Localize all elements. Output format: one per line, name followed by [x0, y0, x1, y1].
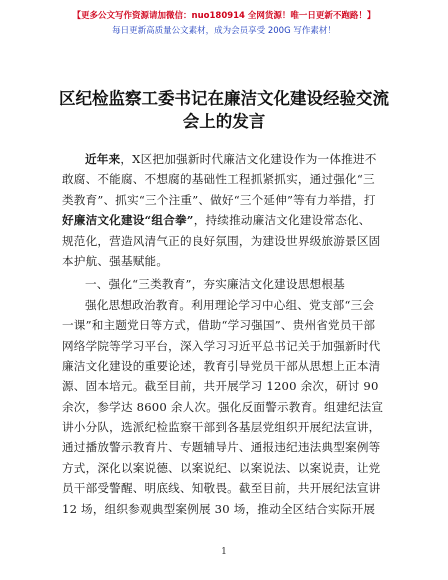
- document-title-line-2: 会上的发言: [182, 112, 266, 131]
- promo-banner-line-1: 【更多公文写作资源请加微信：nuo180914 全网货源！唯一日更新不跑路！】: [72, 11, 376, 21]
- section-1-line: 12 场，组织参观典型案例展 30 场，推动全区结合实际开展: [62, 501, 376, 516]
- section-1-line: 方式，深化以案说德、以案说纪、以案说法、以案说责，让党: [62, 460, 381, 475]
- document-body: [62, 149, 386, 519]
- intro-line: 敢腐、不能腐、不想腐的基础性工程抓紧抓实，通过强化“三: [62, 172, 375, 187]
- section-1-line: 一课”和主题党日等方式，借助“学习强国”、贵州省党员干部: [62, 318, 376, 333]
- intro-lead: 近年来: [85, 152, 121, 166]
- intro-line-4-text: ，持续推动廉洁文化建设常态化、: [193, 213, 371, 228]
- section-1-line: 网络学院等学习平台，深入学习习近平总书记关于加强新时代: [62, 338, 381, 353]
- intro-bold-phrase: 好廉洁文化建设“组合拳”: [62, 213, 194, 228]
- intro-line: 规范化，营造风清气正的良好氛围，为建设世界级旅游景区固: [62, 233, 381, 248]
- intro-line: 类教育”、抓实“三个注重”、做好“三个延伸”等有力举措，打: [62, 192, 376, 207]
- intro-line: [62, 149, 386, 169]
- intro-line: 本护航、强基赋能。: [62, 253, 169, 268]
- section-1-line: 强化思想政治教育。利用理论学习中心组、党支部“三会: [85, 297, 375, 312]
- section-1-line: 通过播放警示教育片、专题辅导片、通报违纪违法典型案例等: [62, 440, 381, 455]
- section-1-line: 讲小分队，选派纪检监察干部到各基层党组织开展纪法宣讲，: [62, 420, 381, 435]
- promo-banner-line-2: 每日更新高质量公文素材，成为会员享受 200G 写作素材！: [112, 26, 336, 36]
- section-1-line: 员干部受警醒、明底线、知敬畏。截至目前，共开展纪法宣讲: [62, 481, 381, 496]
- section-1-line: 廉洁文化建设的重要论述，教育引导党员干部从思想上正本清: [62, 358, 381, 373]
- document-title-line-1: 区纪检监察工委书记在廉洁文化建设经验交流: [59, 89, 389, 108]
- intro-line: [62, 210, 386, 230]
- page-number: 1: [221, 547, 227, 557]
- section-1-line: 源、固本培元。截至目前，共开展学习 1200 余次，研讨 90: [62, 379, 379, 394]
- section-1-heading: 一、强化“三类教育”，夯实廉洁文化建设思想根基: [85, 277, 345, 292]
- section-1-line: 余次，参学达 8600 余人次。强化反面警示教育。组建纪法宣: [62, 399, 384, 414]
- intro-line-1-text: ，X区把加强新时代廉洁文化建设作为一体推进不: [120, 152, 377, 166]
